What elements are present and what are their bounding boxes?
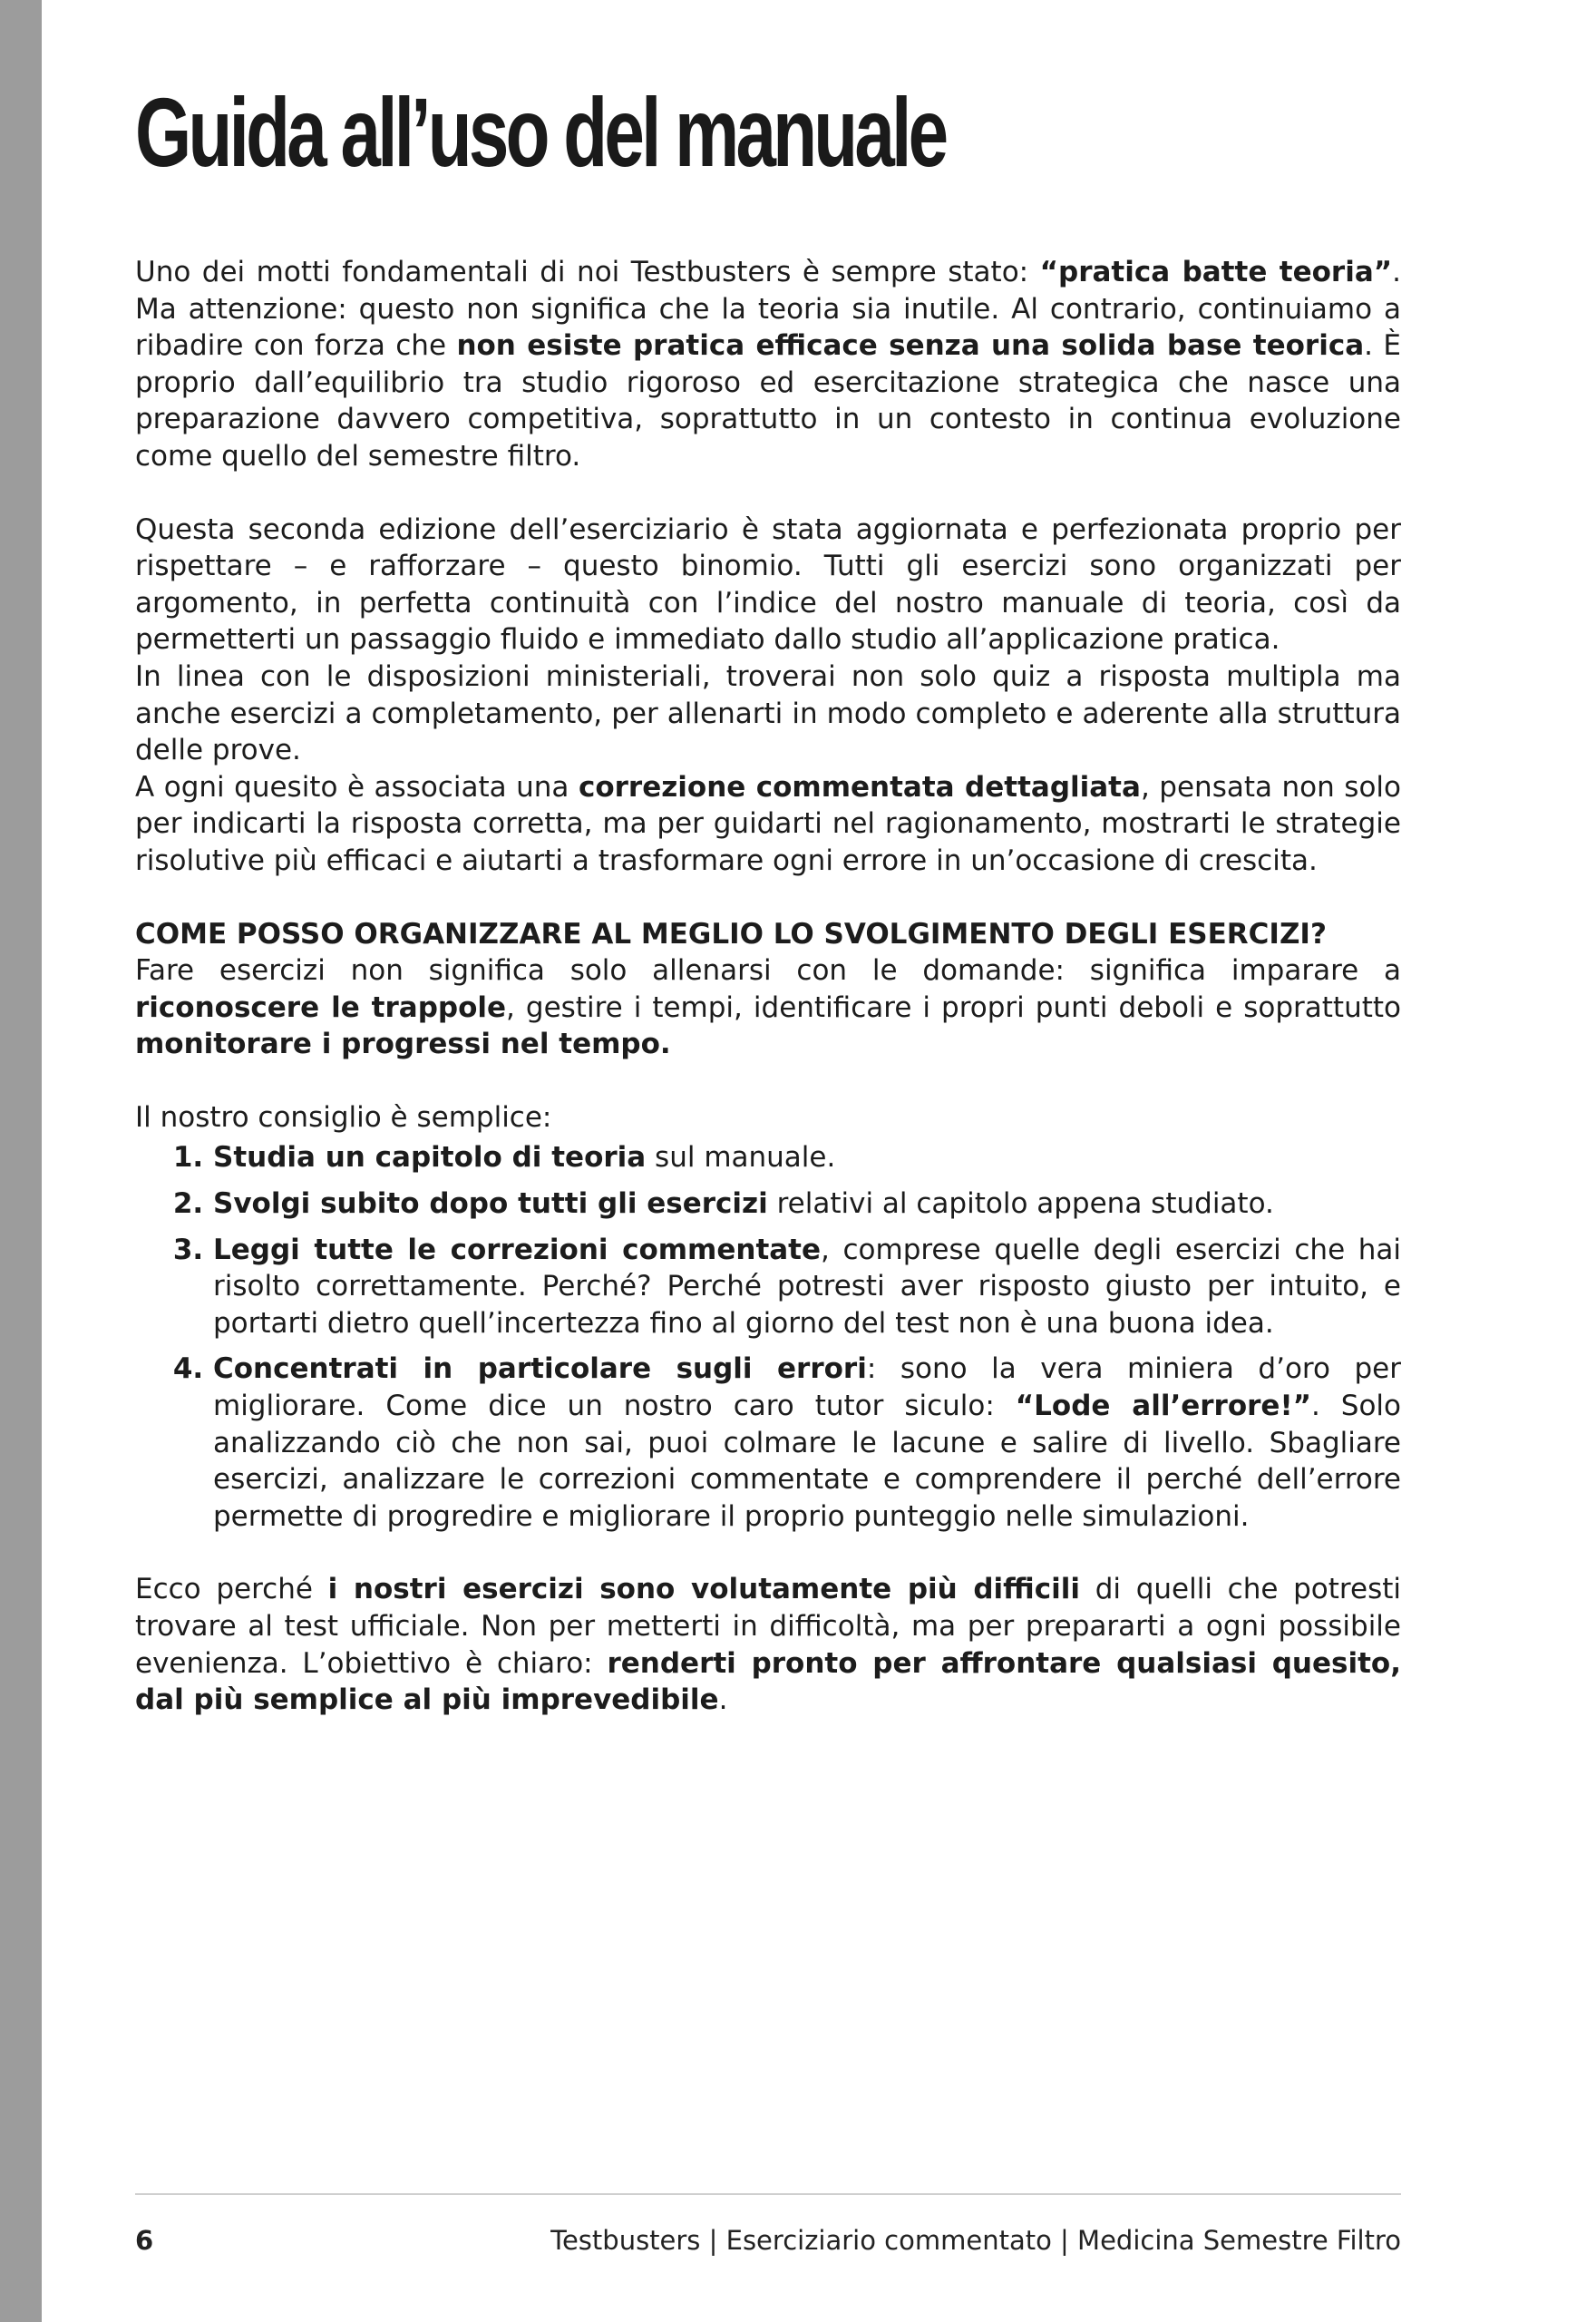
text-run: , gestire i tempi, identificare i propri punti deboli e soprattutto [506,990,1402,1024]
list-item [213,1185,1401,1223]
text-run: : sono la vera miniera d’oro per migliorare. Come dice un nostro caro tutor siculo: [213,1352,1401,1423]
page-number: 6 [135,2225,154,2256]
bold-text: Concentrati in particolare sugli errori [213,1352,867,1386]
text-run: In linea con le disposizioni ministeriali, troverai non solo quiz a risposta multipla ma anche esercizi a completamento, per allenarti in modo completo e aderente alla struttura delle prove. [135,659,1401,767]
list-item [213,1232,1401,1342]
page-title: Guida all’uso del manuale [135,77,946,187]
bold-text: “Lode all’errore!” [1015,1390,1311,1423]
bold-text: monitorare i progressi nel tempo. [135,1028,671,1061]
advice-list [135,1139,1401,1535]
list-item [213,1139,1401,1176]
intro-paragraph [135,254,1401,475]
text-run: , comprese quelle degli esercizi che hai risolto correttamente. Perché? Perché potresti aver risposto giusto per intuito, e portarti dietro quell’incertezza fino al giorno del test non è una buona idea. [213,1233,1401,1340]
section-heading: COME POSSO ORGANIZZARE AL MEGLIO LO SVOLGIMENTO DEGLI ESERCIZI? [135,917,1327,951]
text-run: . Solo analizzando ciò che non sai, puoi colmare le lacune e salire di livello. Sbagliare esercizi, analizzare le correzioni commentate e comprendere il perché dell’errore permette di progredire e migliorare il proprio punteggio nelle simulazioni. [213,1390,1401,1533]
bold-text: i nostri esercizi sono volutamente più difficili [327,1573,1080,1606]
advice-intro: Il nostro consiglio è semplice: [135,1100,552,1134]
edition-paragraph [135,512,1401,659]
footer-divider [135,2193,1401,2195]
text-run: , pensata non solo per indicarti la risposta corretta, ma per guidarti nel ragionamento, mostrarti le strategie risolutive più efficaci e aiutarti a trasformare ogni errore in un’occasione di crescita. [135,770,1402,877]
bold-text: Leggi tutte le correzioni commentate [213,1233,822,1266]
bold-text: riconoscere le trappole [135,990,507,1024]
bold-text: “pratica batte teoria” [1039,256,1393,288]
list-item [213,1351,1401,1535]
bold-text: renderti pronto per affrontare qualsiasi quesito, dal più semplice al più imprevedibile [135,1646,1401,1717]
exercise-paragraph [135,952,1401,1063]
text-run: sul manuale. [646,1141,836,1175]
text-run: relativi al capitolo appena studiato. [767,1187,1274,1221]
bold-text: correzione commentata dettagliata [578,770,1141,804]
text-run: Ecco perché [135,1573,328,1606]
text-run: . Ma attenzione: questo non significa che la teoria sia inutile. Al contrario, continuiamo a ribadire con forza che [135,256,1401,363]
text-run: Fare esercizi non significa solo allenarsi con le domande: significa imparare a [135,954,1401,988]
text-run: Uno dei motti fondamentali di noi Testbusters è sempre stato: [135,256,1040,288]
bold-text: Studia un capitolo di teoria [213,1141,647,1175]
body-text [135,254,1401,1719]
closing-paragraph [135,1571,1401,1718]
bold-text: Svolgi subito dopo tutti gli esercizi [213,1187,768,1221]
text-run: . È proprio dall’equilibrio tra studio rigoroso ed esercitazione strategica che nasce una preparazione davvero competitiva, soprattutto in un contesto in continua evoluzione come quello del semestre filtro. [135,329,1401,473]
text-run: di quelli che potresti trovare al test ufficiale. Non per metterti in difficoltà, ma per prepararti a ogni possibile evenienza. L’obiettivo è chiaro: [135,1573,1401,1680]
footer-text: Testbusters | Eserciziario commentato | Medicina Semestre Filtro [550,2225,1401,2256]
text-run: A ogni quesito è associata una [135,770,579,804]
bold-text: non esiste pratica efficace senza una solida base teorica [456,329,1365,363]
correction-paragraph [135,769,1401,880]
text-run: . [718,1683,728,1717]
side-margin-bar [0,0,42,2322]
ministerial-paragraph [135,659,1401,769]
text-run: Questa seconda edizione dell’eserciziario è stata aggiornata e perfezionata proprio per rispettare – e rafforzare – questo binomio. Tutti gli esercizi sono organizzati per argomento, in perfetta continuità con l’indice del nostro manuale di teoria, così da permetterti un passaggio fluido e immediato dallo studio all’applicazione pratica. [135,512,1401,657]
